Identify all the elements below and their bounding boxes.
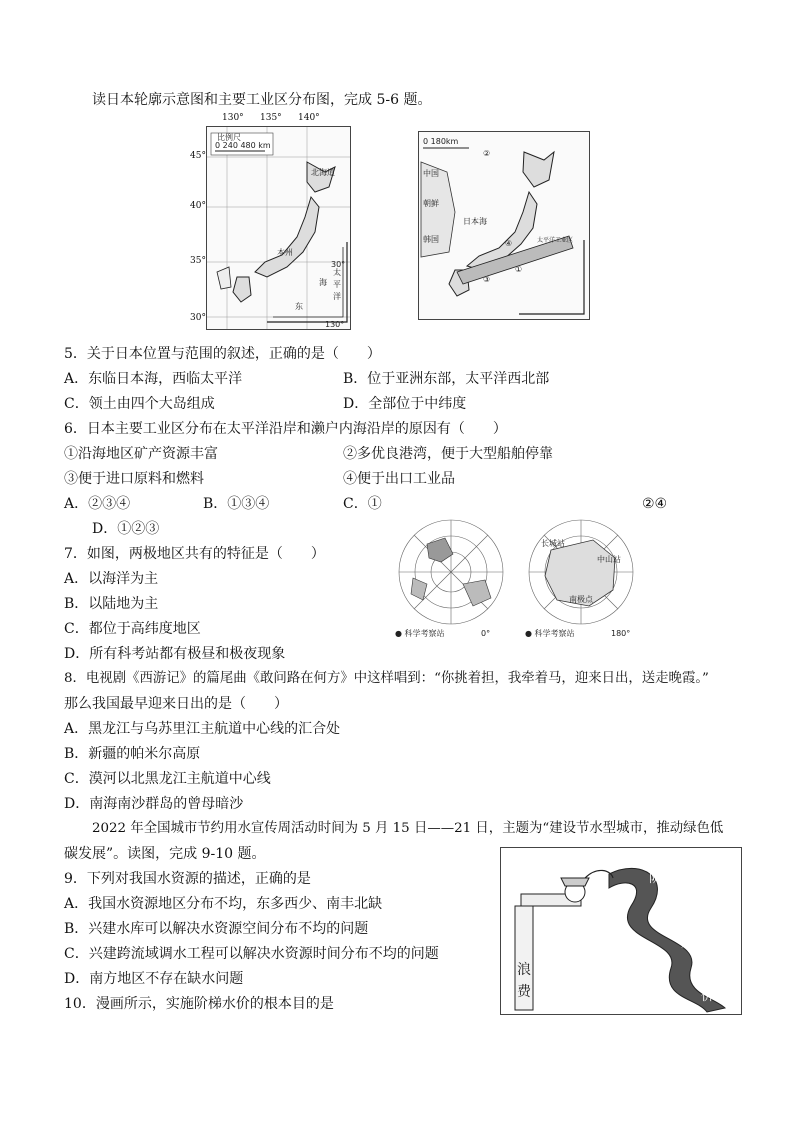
map1-lat-30: 30°: [190, 313, 206, 323]
cartoon-label-6: 费: [517, 984, 531, 1000]
map1-label-130: 130°: [325, 320, 345, 329]
map2-label-3: ③: [483, 275, 491, 284]
map2-label-china: 中国: [423, 169, 439, 178]
q6-option-a[interactable]: A．②③④: [64, 496, 131, 512]
q8-option-b[interactable]: B．新疆的帕米尔高原: [64, 746, 201, 762]
map1-lon-135: 135°: [260, 113, 282, 123]
map1-lat-35: 35°: [190, 256, 206, 266]
japan-industry-map: [418, 131, 590, 320]
q9-option-a[interactable]: A．我国水资源地区分布不均，东多西少、南丰北缺: [64, 896, 383, 912]
q9-option-c[interactable]: C．兴建跨流域调水工程可以解决水资源时间分布不均的问题: [64, 946, 439, 962]
map1-scale-values: 0 240 480 km: [215, 141, 271, 150]
intro-9-10-line1: 2022 年全国城市节约用水宣传周活动时间为 5 月 15 日——21 日，主题为“建设节水型城市，推动绿色低: [92, 821, 724, 836]
q9-option-b[interactable]: B．兴建水库可以解决水资源空间分布不均的问题: [64, 921, 369, 937]
cartoon-label-1: 阶: [649, 871, 663, 886]
map1-label-dong: 东: [295, 302, 303, 311]
q8-option-a[interactable]: A．黑龙江与乌苏里江主航道中心线的汇合处: [64, 721, 341, 737]
map1-lat-40: 40°: [190, 201, 206, 211]
q10-stem: 10．漫画所示，实施阶梯水价的根本目的是: [64, 996, 334, 1012]
polar-left-caption: ● 科学考察站: [395, 629, 445, 638]
q8-option-c[interactable]: C．漠河以北黑龙江主航道中心线: [64, 771, 271, 787]
cartoon-label-5: 浪: [517, 962, 531, 978]
q7-option-d[interactable]: D．所有科考站都有极昼和极夜现象: [64, 646, 286, 662]
q5-option-c[interactable]: C．领土由四个大岛组成: [64, 396, 215, 412]
q9-option-d[interactable]: D．南方地区不存在缺水问题: [64, 971, 244, 987]
cartoon-label-3: 水: [681, 937, 695, 952]
map1-label-hokkaido: 北海道: [311, 168, 335, 177]
map1-lon-130: 130°: [222, 113, 244, 123]
q7-option-b[interactable]: B．以陆地为主: [64, 596, 159, 612]
q8-stem-line2: 那么我国最早迎来日出的是（ ）: [64, 696, 288, 712]
map1-label-30: 30°: [331, 260, 346, 269]
q6-option-d[interactable]: D．①②③: [92, 521, 160, 537]
map2-label-sea: 日本海: [463, 217, 487, 226]
q5-option-d[interactable]: D．全部位于中纬度: [343, 396, 467, 412]
q7-option-c[interactable]: C．都位于高纬度地区: [64, 621, 201, 637]
map1-scale-title: 比例尺: [217, 133, 241, 142]
map2-label-2: ②: [483, 149, 491, 158]
map1-lon-140: 140°: [298, 113, 320, 123]
polar-right-caption: ● 科学考察站: [525, 629, 575, 638]
polar-label-pole: 南极点: [569, 595, 593, 604]
japan-outline-map: [206, 126, 351, 330]
polar-maps: [393, 514, 739, 642]
q6-item-4: ④便于出口工业品: [343, 471, 455, 487]
map2-label-nk: 朝鲜: [423, 199, 439, 208]
polar-label-zhongshan: 中山站: [597, 555, 621, 564]
q5-stem: 5．关于日本位置与范围的叙述，正确的是（ ）: [64, 346, 381, 362]
q6-item-3: ③便于进口原料和燃料: [64, 471, 204, 487]
q6-item-1: ①沿海地区矿产资源丰富: [64, 446, 218, 462]
cartoon-label-4: 价: [701, 989, 715, 1004]
q7-stem: 7．如图，两极地区共有的特征是（ ）: [64, 546, 325, 562]
map2-belt-label: 太平洋工业区: [537, 237, 574, 244]
intro-9-10-line2: 碳发展”。读图，完成 9-10 题。: [64, 846, 266, 862]
q6-option-c[interactable]: C．①: [343, 496, 382, 512]
q5-option-b[interactable]: B．位于亚洲东部，太平洋西北部: [343, 371, 550, 387]
q6-stem: 6．日本主要工业区分布在太平洋沿岸和濑户内海沿岸的原因有（ ）: [64, 421, 507, 437]
q6-option-c-cont: ②④: [642, 496, 668, 512]
map2-label-1: ①: [515, 265, 523, 274]
q8-stem-line1: 8．电视剧《西游记》的篇尾曲《敢问路在何方》中这样唱到：“你挑着担，我牵着马，迎来日出，送走晚霞。”: [64, 671, 709, 686]
polar-left-lon: 0°: [481, 629, 491, 638]
q9-stem: 9．下列对我国水资源的描述，正确的是: [64, 871, 311, 887]
polar-right-lon: 180°: [611, 629, 631, 638]
cartoon-label-2: 梯: [667, 907, 681, 922]
map1-label-yang: 洋: [333, 292, 341, 301]
q6-option-b[interactable]: B．①③④: [203, 496, 270, 512]
q5-option-a[interactable]: A．东临日本海，西临太平洋: [64, 371, 243, 387]
map1-lat-45: 45°: [190, 151, 206, 161]
intro-5-6: 读日本轮廓示意图和主要工业区分布图，完成 5-6 题。: [92, 92, 432, 108]
map2-scale: 0 180km: [423, 137, 459, 146]
water-price-cartoon: [500, 847, 742, 1015]
map1-label-hai: 海: [319, 278, 327, 287]
q6-item-2: ②多优良港湾，便于大型船舶停靠: [343, 446, 553, 462]
map1-label-honshu: 本州: [277, 248, 293, 257]
map2-label-sk: 韩国: [423, 235, 439, 244]
polar-label-changcheng: 长城站: [541, 539, 565, 548]
q7-option-a[interactable]: A．以海洋为主: [64, 571, 159, 587]
map2-label-4: ④: [505, 239, 513, 248]
q8-option-d[interactable]: D．南海南沙群岛的曾母暗沙: [64, 796, 244, 812]
map1-label-ping: 平: [333, 280, 341, 289]
map1-label-tai: 太: [333, 268, 341, 277]
